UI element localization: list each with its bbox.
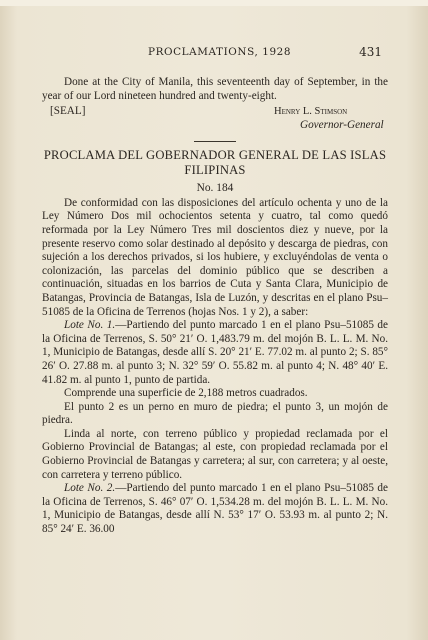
- area-paragraph: Comprende una superficie de 2,188 metros cuadrados.: [64, 387, 308, 400]
- proclamation-title: PROCLAMA DEL GOBERNADOR GENERAL DE LAS ISLAS FILIPINAS: [43, 148, 387, 178]
- signer-name: Henry L. Stimson: [274, 106, 348, 118]
- page-body: [42, 76, 388, 537]
- lote-2-paragraph: [42, 482, 388, 536]
- running-title: PROCLAMATIONS, 1928: [148, 46, 292, 58]
- lote-1-label: Lote No. 1.: [64, 319, 116, 332]
- markers-paragraph: El punto 2 es un perno en muro de piedra; el punto 3, un mojón de piedra.: [42, 400, 388, 427]
- page-number: 431: [359, 45, 382, 59]
- signer-title: Governor-General: [300, 119, 384, 132]
- section-divider: [194, 141, 236, 142]
- signature-block: [42, 105, 388, 133]
- lote-1-text: —Partiendo del punto marcado 1 en el plano Psu–51085 de la Oficina de Terrenos, S. 50° 21′ O. 1,483.79 m. del mojón B. L. L. M. No. 1, Municipio de Batangas, desde allí S. 20° 21′ E. 77.02 m. al punto 2; S. 85° 26′ O. 27.88 m. al punto 3; N. 32° 59′ O. 55.82 m. al punto 4; N. 48° 40′ E. 41.82 m. al punto 1, punto de partida.: [42, 319, 388, 386]
- lote-2-text: —Partiendo del punto marcado 1 en el plano Psu–51085 de la Oficina de Terrenos, S. 46° 07′ O. 1,534.28 m. del mojón B. L. L. M. No. 1, Municipio de Batangas, desde allí N. 53° 17′ O. 53.93 m. al punto 2; N. 85° 24′ E. 36.00: [42, 482, 388, 536]
- seal-mark: [SEAL]: [50, 105, 86, 118]
- lote-2-label: Lote No. 2.: [64, 482, 116, 495]
- proclamation-number: No. 184: [196, 182, 234, 195]
- lote-1-paragraph: [42, 319, 388, 387]
- boundaries-paragraph: Linda al norte, con terreno público y propiedad reclamada por el Gobierno Provincial de Batangas; al este, con propiedad reclamada por el Gobierno Provincial de Batangas y carretera; al sur, con carretera; y al oeste, con carretera y terreno público.: [42, 427, 388, 481]
- closing-paragraph: Done at the City of Manila, this seventeenth day of September, in the year of our Lord nineteen hundred and twenty-eight.: [42, 76, 388, 102]
- intro-paragraph: De conformidad con las disposiciones del artículo ochenta y uno de la Ley Número Dos mil ochocientos setenta y cuatro, tal como quedó reformada por la Ley Número Tres mil doscientos diez y nueve, por la presente reservo como solar destinado al depósito y descarga de piedras, con sujeción a los derechos privados, si los hubiere, y excluyéndolas de venta o colonización, las parcelas del dominio público que se describen a continuación, situadas en los barrios de Cuta y Santa Clara, Municipio de Batangas, Provincia de Batangas, Isla de Luzón, y descritas en el plano Psu–51085 de la Oficina de Terrenos (hojas Nos. 1 y 2), a saber:: [42, 196, 388, 318]
